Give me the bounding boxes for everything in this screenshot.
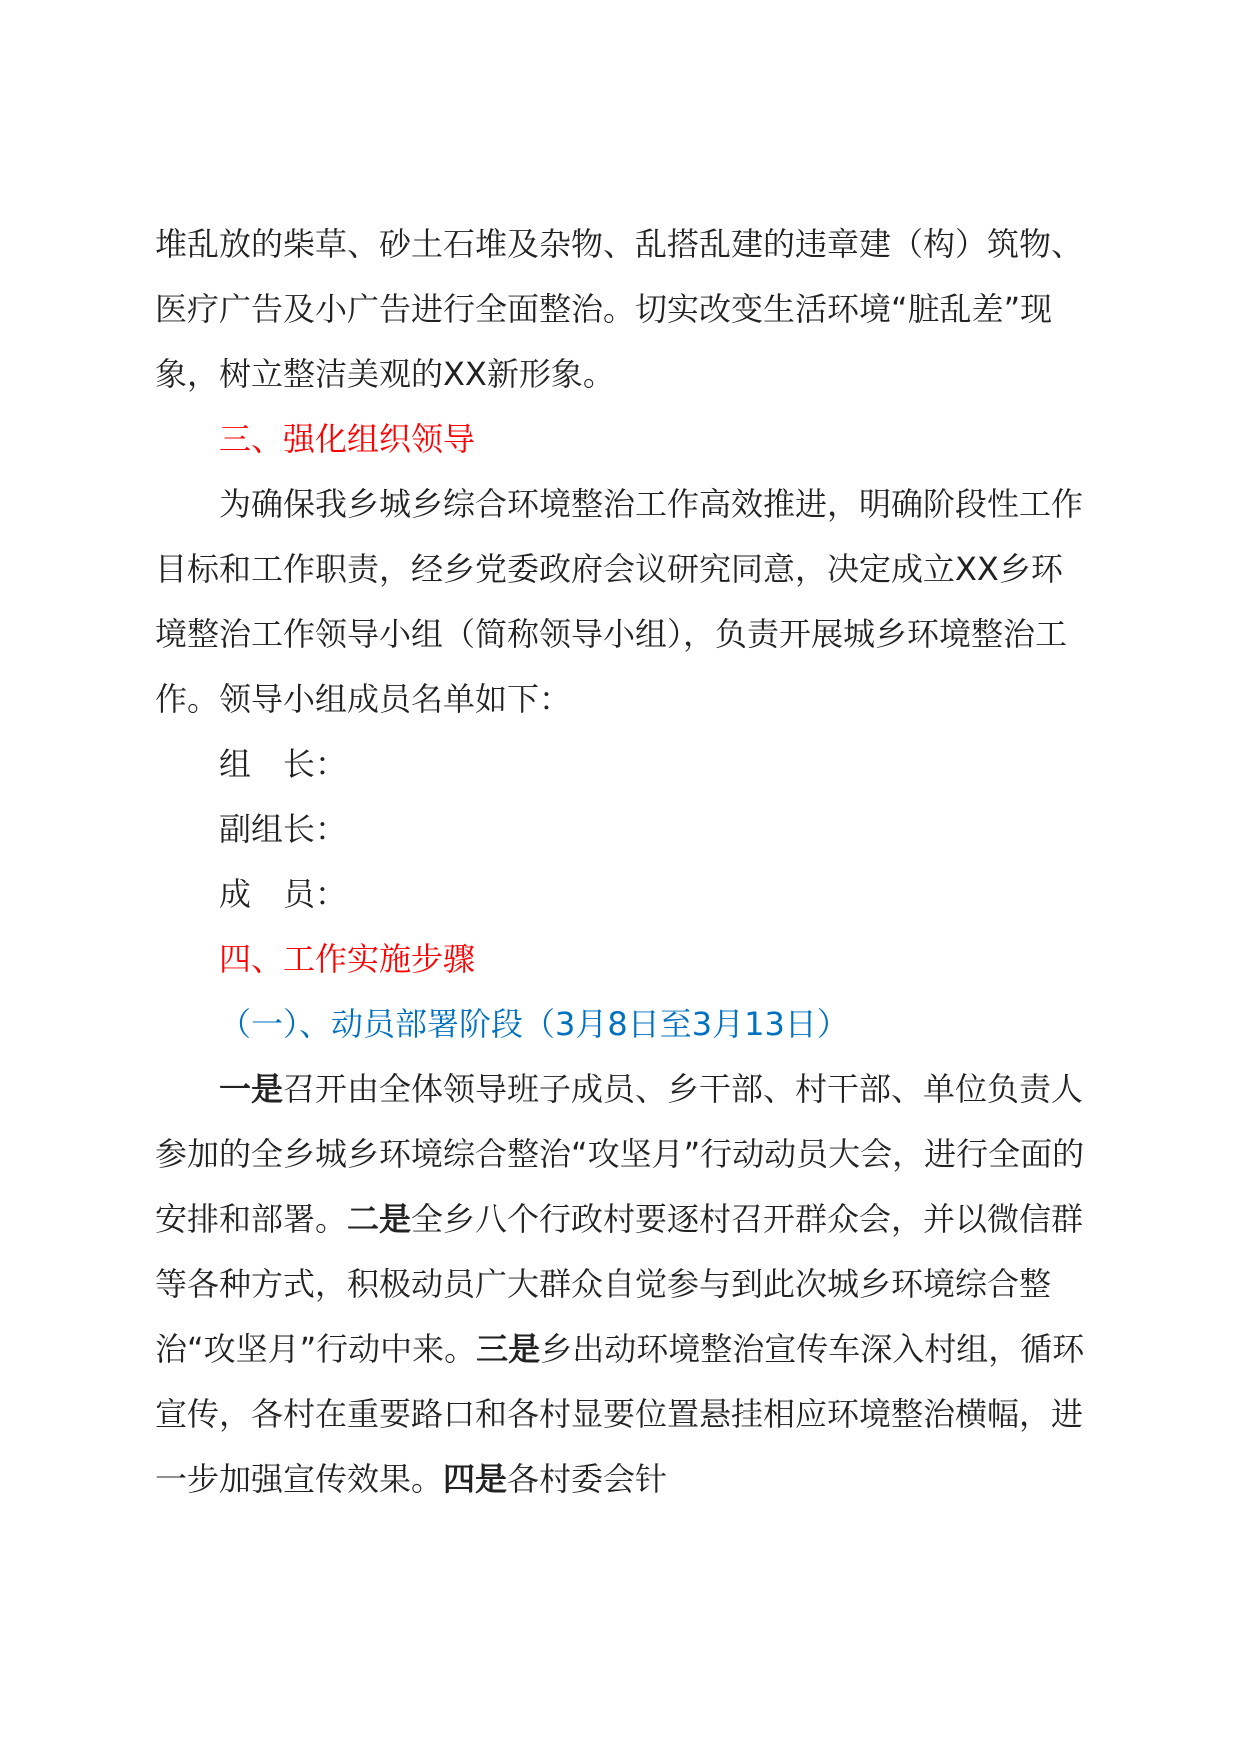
continued-paragraph: 堆乱放的柴草、砂土石堆及杂物、乱搭乱建的违章建（构）筑物、医疗广告及小广告进行全面整治。切实改变生活环境“脏乱差”现象，树立整洁美观的XX新形象。 [155,225,1084,393]
point-three-label: 三是 [476,1330,541,1368]
role-deputy-leader [155,797,1085,862]
section-four-heading: 四、工作实施步骤 [219,940,476,978]
point-one-label: 一是 [219,1070,284,1108]
role-members-label: 成 员： [219,875,348,913]
point-three-text: 乡出动环境整治宣传车深入村组，循环宣传，各村在重要路口和各村显要位置悬挂相应环境整治横幅，进一步加强宣传效果。 [155,1330,1085,1498]
point-two-label: 二是 [347,1200,412,1238]
role-leader-label: 组 长： [219,745,348,783]
point-two-text: 全乡八个行政村要逐村召开群众会，并以微信群等各种方式，积极动员广大群众自觉参与到此次城乡环境综合整治“攻坚月”行动中来。 [155,1200,1084,1368]
role-members [155,862,1085,927]
section-three-heading: 三、强化组织领导 [219,420,476,458]
point-four-text: 各村委会针 [507,1460,668,1498]
section-four-subheading: （一）、动员部署阶段（3月8日至3月13日） [219,1005,849,1043]
role-deputy-leader-label: 副组长： [219,810,348,848]
point-four-label: 四是 [443,1460,508,1498]
section-four-body [155,1057,1085,1512]
role-leader [155,732,1085,797]
section-three-body: 为确保我乡城乡综合环境整治工作高效推进，明确阶段性工作目标和工作职责，经乡党委政府会议研究同意，决定成立XX乡环境整治工作领导小组（简称领导小组），负责开展城乡环境整治工作。领导小组成员名单如下： [155,485,1084,718]
document-body [155,212,1085,1512]
point-one-text: 召开由全体领导班子成员、乡干部、村干部、单位负责人参加的全乡城乡环境综合整治“攻坚月”行动动员大会，进行全面的安排和部署。 [155,1070,1085,1238]
